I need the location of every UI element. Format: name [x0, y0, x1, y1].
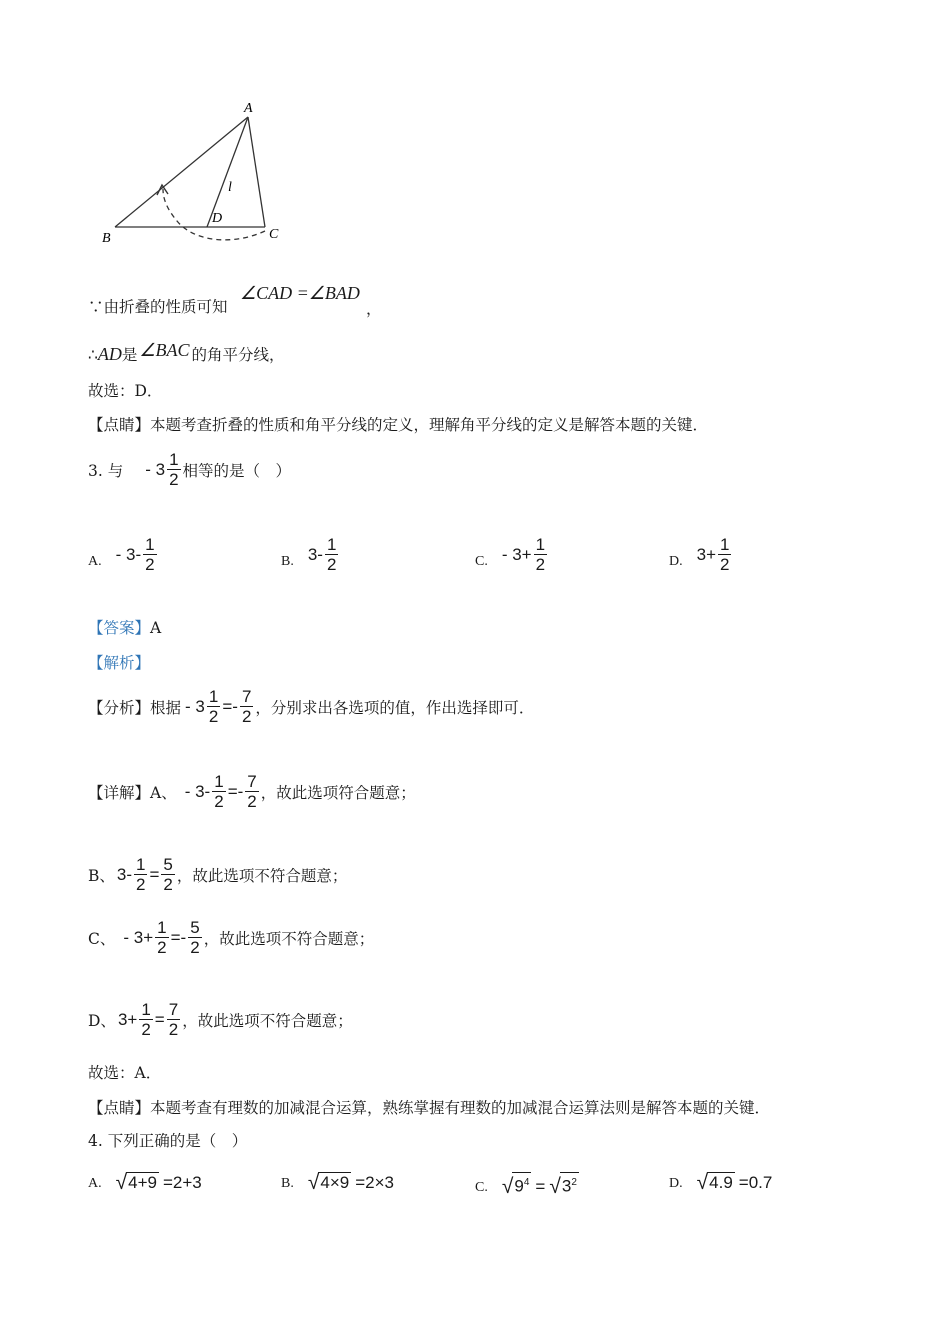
q3-answer: [88, 617, 161, 639]
eq-frac: [134, 855, 147, 894]
option-expr: [502, 1172, 579, 1197]
exponent: 2: [571, 1177, 577, 1188]
eq-head: 3+: [117, 1009, 138, 1029]
comment-text: 本题考查折叠的性质和角平分线的定义，理解角平分线的定义是解答本题的关键．: [150, 416, 709, 434]
frac-den: 2: [168, 1020, 179, 1039]
expr-frac: [143, 535, 156, 574]
radical-sign: √: [307, 1171, 320, 1194]
radicand: 4×9: [320, 1173, 350, 1192]
angle-equality: ∠CAD =∠BAD: [240, 283, 360, 303]
eq-result: [240, 687, 253, 726]
frac-den: 2: [169, 470, 179, 489]
frac-den: 2: [190, 938, 200, 957]
q3-option-a[interactable]: [88, 535, 159, 574]
eq-int: - 3: [185, 696, 205, 716]
detail-d-pre: D、: [88, 1011, 116, 1030]
detail-c-equation: [123, 918, 203, 957]
frac-num: 7: [247, 772, 257, 791]
detail-d-equation: [118, 1000, 182, 1039]
base: 3: [561, 1176, 572, 1196]
option-expr: [502, 535, 549, 574]
eq-head: 3-: [116, 864, 133, 884]
frac-num: 1: [326, 535, 337, 554]
frac-num: 5: [190, 918, 200, 937]
proof-line-2: [88, 340, 285, 366]
proof-line-2-text1: 是: [121, 346, 138, 364]
label-d: D: [212, 211, 223, 226]
eq-sign: =: [154, 1009, 165, 1029]
q3-detail-c: [88, 918, 374, 957]
expr-result: =2×3: [355, 1173, 394, 1192]
fenxi-post: ，分别求出各选项的值，作出选择即可．: [255, 698, 535, 717]
q3-comment: [88, 1097, 770, 1119]
option-expr: [697, 1172, 773, 1193]
comment-tag: 【点睛】: [88, 1099, 151, 1117]
frac-num: 5: [163, 855, 173, 874]
eq-result: [188, 918, 201, 957]
option-label: A.: [88, 554, 102, 569]
answer-value: A: [150, 619, 162, 637]
q3-option-b[interactable]: [281, 535, 340, 574]
option-label: B.: [281, 554, 294, 569]
radicand: [560, 1172, 579, 1197]
q3-detail-d: [88, 1000, 353, 1039]
frac-den: 2: [241, 707, 252, 726]
base: 9: [514, 1176, 524, 1196]
frac-den: 2: [535, 555, 546, 574]
proof-line-1-end: ，: [366, 300, 382, 318]
frac-num: 1: [145, 535, 155, 554]
proof-line-1: [88, 296, 228, 318]
exponent: 4: [523, 1177, 530, 1188]
expr-frac: [325, 535, 338, 574]
q4-option-d[interactable]: [669, 1172, 772, 1193]
detail-b-post: ，故此选项不符合题意；: [176, 866, 348, 885]
mix-int: - 3: [145, 459, 166, 479]
frac-num: 7: [168, 1000, 179, 1019]
eq-sign: =: [149, 864, 160, 884]
option-label: D.: [669, 1176, 683, 1191]
frac-den: 2: [163, 875, 173, 894]
eq-frac: [207, 687, 220, 726]
eq-head: - 3-: [184, 781, 211, 801]
triangle-figure: [95, 95, 295, 255]
frac-num: 1: [136, 855, 146, 874]
frac-den: 2: [141, 1020, 151, 1039]
radical-sign: √: [549, 1174, 561, 1198]
detail-a-post: ，故此选项符合题意；: [260, 783, 416, 802]
frac-den: 2: [326, 555, 337, 574]
expr-head: 3-: [307, 544, 323, 564]
detail-b-pre: B、: [88, 866, 115, 885]
eq-sign: =-: [170, 927, 187, 947]
radical-sign: √: [115, 1171, 128, 1194]
detail-c-post: ，故此选项不符合题意；: [203, 929, 375, 948]
frac-den: 2: [208, 707, 219, 726]
label-l: l: [228, 180, 232, 195]
q3-stem-suffix: 相等的是（ ）: [182, 461, 292, 480]
label-a: A: [244, 101, 253, 116]
q4-option-c[interactable]: [475, 1172, 579, 1197]
frac-num: 1: [720, 535, 730, 554]
q3-fenxi: [88, 687, 534, 726]
radicand: 4.9: [709, 1173, 733, 1192]
eq-frac: [212, 772, 225, 811]
eq-sign: =: [535, 1176, 546, 1196]
detail-b-equation: [117, 855, 177, 894]
mix-frac: [167, 450, 180, 489]
frac-num: 1: [208, 687, 219, 706]
label-b: B: [102, 231, 111, 246]
frac-den: 2: [157, 938, 167, 957]
expr-result: =0.7: [738, 1173, 773, 1192]
frac-den: 2: [214, 792, 224, 811]
detail-d-post: ，故此选项不符合题意；: [182, 1011, 353, 1030]
eq-head: - 3+: [123, 927, 154, 947]
label-c: C: [269, 227, 279, 242]
q3-option-d[interactable]: [669, 535, 733, 574]
frac-num: 1: [141, 1000, 151, 1019]
therefore-symbol: ∴: [88, 346, 98, 364]
radical-sign: √: [696, 1171, 709, 1194]
expr-frac: [718, 535, 731, 574]
option-expr: [116, 1172, 202, 1193]
q3-choose: 故选：A．: [88, 1064, 162, 1082]
detail-c-pre: C、: [88, 929, 116, 948]
angle-bac: ∠BAC: [139, 340, 190, 360]
expr-result: =2+3: [163, 1173, 202, 1192]
option-label: D.: [669, 554, 683, 569]
q3-analysis-tag: 【解析】: [88, 654, 151, 672]
option-expr: [308, 1172, 394, 1193]
option-expr: [116, 535, 159, 574]
proof-choose: 故选：D．: [88, 382, 163, 400]
frac-num: 1: [157, 918, 167, 937]
radical-sign: √: [501, 1174, 514, 1198]
frac-num: 1: [214, 772, 224, 791]
eq-sign: =-: [222, 696, 238, 716]
eq-frac: [139, 1000, 152, 1039]
radicand: [512, 1172, 531, 1197]
expr-head: 3+: [696, 544, 717, 564]
option-expr: [308, 535, 341, 574]
frac-num: 1: [535, 535, 546, 554]
proof-line-2-text2: 的角平分线，: [191, 346, 285, 364]
fenxi-equation: [185, 687, 255, 726]
eq-result: [245, 772, 258, 811]
radicand: 4+9: [128, 1173, 157, 1192]
frac-den: 2: [720, 555, 730, 574]
q4-option-a[interactable]: [88, 1172, 202, 1193]
answer-tag: 【答案】: [88, 619, 151, 637]
eq-result: [161, 855, 174, 894]
eq-frac: [155, 918, 168, 957]
expr-head: - 3-: [115, 544, 142, 564]
option-label: A.: [88, 1176, 102, 1191]
q4-stem: 4. 下列正确的是（ ）: [88, 1132, 248, 1150]
fenxi-tag: 【分析】: [88, 698, 151, 717]
detail-a-pre: A、: [150, 783, 177, 802]
proof-comment: [88, 414, 708, 436]
segment-ac: [248, 117, 265, 227]
expr-frac: [534, 535, 547, 574]
segment-ad-label: AD: [97, 344, 122, 364]
frac-num: 7: [241, 687, 252, 706]
fenxi-pre: 根据: [150, 698, 182, 717]
comment-text: 本题考查有理数的加减混合运算，熟练掌握有理数的加减混合运算法则是解答本题的关键．: [150, 1099, 771, 1117]
option-label: B.: [281, 1176, 294, 1191]
detail-tag: 【详解】: [88, 783, 151, 802]
proof-line-1-text: 由折叠的性质可知: [103, 298, 228, 316]
eq-sign: =-: [227, 781, 244, 801]
q3-detail-a: [88, 772, 416, 811]
comment-tag: 【点睛】: [88, 416, 151, 434]
q4-option-b[interactable]: [281, 1172, 394, 1193]
option-expr: [697, 535, 734, 574]
frac-den: 2: [145, 555, 155, 574]
option-label: C.: [475, 1179, 488, 1195]
q3-option-c[interactable]: [475, 535, 549, 574]
because-symbol: ∵: [88, 298, 104, 316]
frac-den: 2: [136, 875, 146, 894]
eq-result: [167, 1000, 180, 1039]
q3-detail-b: [88, 855, 347, 894]
frac-den: 2: [247, 792, 257, 811]
q3-stem: [88, 450, 291, 489]
detail-a-equation: [185, 772, 261, 811]
expr-head: - 3+: [501, 544, 532, 564]
option-label: C.: [475, 554, 488, 569]
frac-num: 1: [169, 450, 179, 469]
q3-mixed-number: [145, 450, 182, 489]
q3-stem-prefix: 3. 与: [88, 461, 124, 480]
